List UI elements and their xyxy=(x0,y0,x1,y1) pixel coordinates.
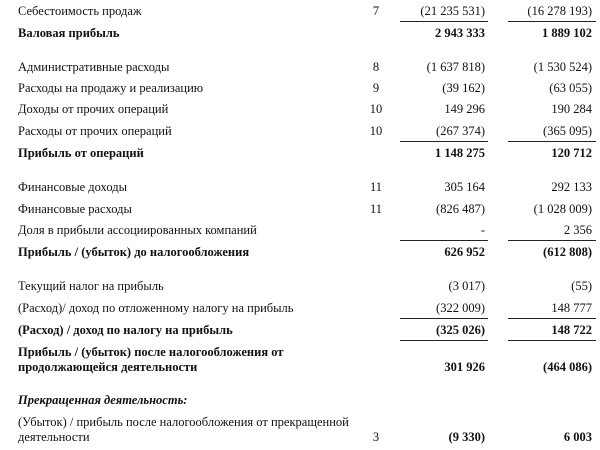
row-note: 3 xyxy=(372,430,380,444)
row-value-current: 149 296 xyxy=(444,102,485,116)
row-label: Расходы на продажу и реализацию xyxy=(18,81,204,95)
row-value-current: 2 943 333 xyxy=(435,26,485,40)
row-note: 7 xyxy=(372,4,380,18)
row-value-prior: 292 133 xyxy=(551,180,592,194)
column-rule xyxy=(400,318,488,319)
row-value-current: 305 164 xyxy=(444,180,485,194)
row-value-current: - xyxy=(480,223,485,237)
row-label: Доходы от прочих операций xyxy=(18,102,169,116)
column-rule xyxy=(400,240,488,241)
row-label: Прекращенная деятельность: xyxy=(18,393,188,407)
row-label: (Расход) / доход по налогу на прибыль xyxy=(18,323,233,337)
row-value-current: (39 162) xyxy=(442,81,485,95)
row-value-current: (21 235 531) xyxy=(420,4,485,18)
row-value-current: (826 487) xyxy=(436,202,485,216)
row-value-current: (267 374) xyxy=(436,124,485,138)
row-value-current: (325 026) xyxy=(436,323,485,337)
row-value-current: 1 148 275 xyxy=(435,146,485,160)
row-value-prior: (365 095) xyxy=(543,124,592,138)
row-value-prior: 6 003 xyxy=(563,430,592,444)
row-value-prior: 148 777 xyxy=(551,301,592,315)
row-value-prior: (1 028 009) xyxy=(533,202,592,216)
row-note: 10 xyxy=(369,124,383,138)
column-rule xyxy=(400,340,488,341)
row-note: 9 xyxy=(372,81,380,95)
row-note: 10 xyxy=(369,102,383,116)
row-label: Финансовые доходы xyxy=(18,180,127,194)
row-label: Финансовые расходы xyxy=(18,202,132,216)
row-value-prior: (464 086) xyxy=(543,360,592,374)
row-value-prior: (55) xyxy=(571,279,592,293)
row-label: Текущий налог на прибыль xyxy=(18,279,164,293)
row-note: 11 xyxy=(369,202,383,216)
row-label: Прибыль от операций xyxy=(18,146,144,160)
column-rule xyxy=(400,21,488,22)
row-value-prior: 1 889 102 xyxy=(542,26,592,40)
row-label: Валовая прибыль xyxy=(18,26,120,40)
row-label: Административные расходы xyxy=(18,60,170,74)
statement-row xyxy=(0,345,600,377)
column-rule xyxy=(508,318,596,319)
row-label: (Расход)/ доход по отложенному налогу на прибыль xyxy=(18,301,294,315)
row-label: Прибыль / (убыток) после налогообложения от продолжающейся деятельности xyxy=(18,345,284,374)
row-value-prior: 190 284 xyxy=(551,102,592,116)
row-value-prior: 120 712 xyxy=(551,146,592,160)
column-rule xyxy=(400,141,488,142)
row-note: 11 xyxy=(369,180,383,194)
row-value-current: (3 017) xyxy=(448,279,485,293)
row-value-current: 626 952 xyxy=(444,245,485,259)
column-rule xyxy=(508,340,596,341)
row-value-current: (9 330) xyxy=(448,430,485,444)
row-label: (Убыток) / прибыль после налогообложения от прекращенной деятельности xyxy=(18,415,349,444)
row-note: 8 xyxy=(372,60,380,74)
row-label: Расходы от прочих операций xyxy=(18,124,172,138)
row-value-current: (1 637 818) xyxy=(426,60,485,74)
row-value-prior: (16 278 193) xyxy=(527,4,592,18)
column-rule xyxy=(508,21,596,22)
row-value-prior: (1 530 524) xyxy=(533,60,592,74)
column-rule xyxy=(508,141,596,142)
row-value-prior: (63 055) xyxy=(549,81,592,95)
row-label: Себестоимость продаж xyxy=(18,4,142,18)
row-value-prior: (612 808) xyxy=(543,245,592,259)
column-rule xyxy=(508,240,596,241)
row-label: Доля в прибыли ассоциированных компаний xyxy=(18,223,257,237)
row-label: Прибыль / (убыток) до налогообложения xyxy=(18,245,250,259)
row-value-prior: 2 356 xyxy=(563,223,592,237)
row-value-current: (322 009) xyxy=(436,301,485,315)
row-value-current: 301 926 xyxy=(444,360,485,374)
row-value-prior: 148 722 xyxy=(551,323,592,337)
statement-row xyxy=(0,415,600,447)
